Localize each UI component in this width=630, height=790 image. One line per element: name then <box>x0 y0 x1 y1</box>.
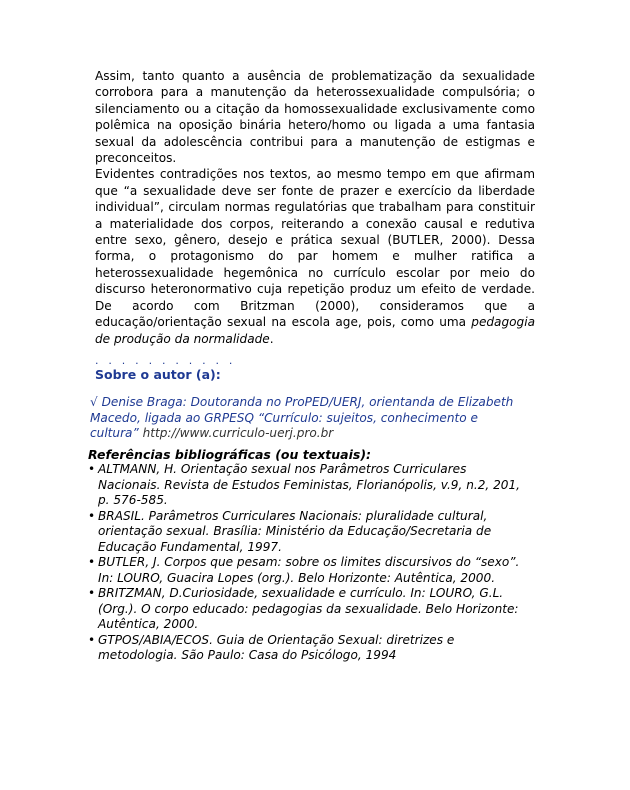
references-heading: Referências bibliográficas (ou textuais): <box>88 447 372 462</box>
reference-text: BUTLER, J. Corpos que pesam: sobre os limites discursivos do “sexo”. In: LOURO, Guacira Lopes (org.). Belo Horizonte: Autêntica, 2000. <box>98 555 520 585</box>
reference-text: ALTMANN, H. Orientação sexual nos Parâmetros Curriculares Nacionais. Revista de Estudos Feministas, Florianópolis, v.9, n.2, 201, p. 576-585. <box>98 462 521 507</box>
author-heading: Sobre o autor (a): <box>95 367 221 382</box>
reference-item <box>88 509 528 556</box>
body-paragraph: Assim, tanto quanto a ausência de problematização da sexualidade corrobora para a manutenção da heterossexualidade compulsória; o silenciamento ou a citação da homossexualidade exclusivamente como polêmica na oposição binária hetero/homo ou ligada a uma fantasia sexual da adolescência contribui para a manutenção de estigmas e preconceitos. <box>95 69 535 166</box>
references-list <box>88 462 528 664</box>
author-url[interactable]: http://www.curriculo-uerj.pro.br <box>138 426 334 440</box>
bullet-icon: • <box>88 555 96 569</box>
reference-text: BRASIL. Parâmetros Curriculares Nacionais: pluralidade cultural, orientação sexual. Brasília: Ministério da Educação/Secretaria de Educação Fundamental, 1997. <box>98 508 492 554</box>
bullet-icon: • <box>88 632 96 647</box>
reference-item <box>88 586 528 633</box>
body-text-span: Evidentes contradições nos textos, ao mesmo tempo em que afirmam que “a sexualidade deve ser fonte de prazer e exercício da liberdade individual”, circulam normas regulatórias que trabalham para constituir a materialidade dos corpos, reiterando a conexão causal e redutiva entre sexo, gênero, desejo e prática sexual (BUTLER, 2000). Dessa forma, o protagonismo do par homem e mulher ratifica a heterossexualidade hegemônica no currículo escolar por meio do discurso heteronormativo cuja repetição produz um efeito de verdade. De acordo com Britzman (2000), consideramos que a educação/orientação sexual na escola age, pois, como uma <box>95 167 535 330</box>
dotted-separator: . . . . . . . . . . . <box>95 354 236 367</box>
emphasis-text: pedagogia de produção da normalidade <box>95 315 535 346</box>
body-text-span: . <box>269 331 274 346</box>
author-bio: Denise Braga: Doutoranda no ProPED/UERJ, orientanda de Elizabeth Macedo, ligada ao GRPESQ “Currículo: sujeitos, conhecimento e cultura” <box>90 395 514 440</box>
bullet-icon: • <box>88 586 96 600</box>
reference-item <box>88 555 528 586</box>
body-paragraph <box>95 166 535 346</box>
check-icon: √ <box>90 395 98 409</box>
reference-text: GTPOS/ABIA/ECOS. Guia de Orientação Sexual: diretrizes e metodologia. São Paulo: Casa do Psicólogo, 1994 <box>98 632 455 662</box>
author-info <box>90 395 520 442</box>
reference-item <box>88 462 528 509</box>
bullet-icon: • <box>88 508 96 523</box>
bullet-icon: • <box>88 462 96 476</box>
article-body <box>95 68 535 347</box>
reference-text: BRITZMAN, D.Curiosidade, sexualidade e currículo. In: LOURO, G.L.(Org.). O corpo educado: pedagogias da sexualidade. Belo Horizonte: Autêntica, 2000. <box>98 586 519 631</box>
reference-item <box>88 633 528 664</box>
